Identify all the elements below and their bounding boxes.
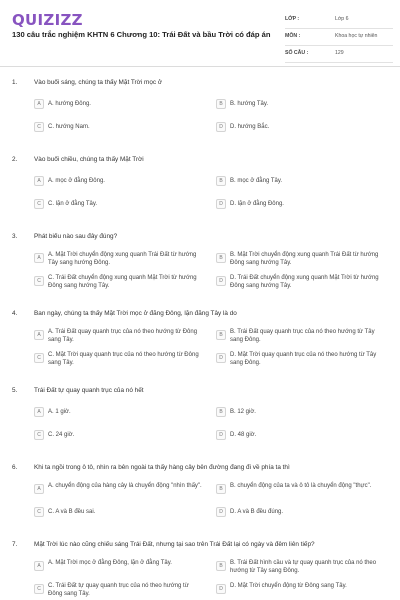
option-letter-badge: D	[216, 276, 226, 286]
answer-options	[34, 248, 390, 294]
option-text: B. mọc ở đằng Tây.	[230, 178, 283, 184]
option-letter-badge: A	[34, 176, 44, 186]
option-letter-badge: B	[216, 407, 226, 417]
meta-row-grade	[285, 13, 393, 29]
answer-options	[34, 402, 390, 448]
option-letter-badge: C	[34, 507, 44, 517]
option-letter-badge: B	[216, 176, 226, 186]
options-row	[34, 479, 390, 500]
option-text: B. hướng Tây.	[230, 101, 269, 107]
options-row	[34, 171, 390, 192]
answer-option-a[interactable]	[34, 325, 204, 346]
option-text: D. 48 giờ.	[230, 432, 257, 438]
option-text: C. hướng Nam.	[48, 124, 90, 130]
options-row	[34, 117, 390, 138]
answer-option-d[interactable]	[216, 425, 386, 446]
option-letter-badge: B	[216, 561, 226, 571]
answer-options	[34, 171, 390, 217]
question-number: 2.	[12, 156, 18, 163]
answer-option-b[interactable]	[216, 248, 386, 269]
option-letter-badge: A	[34, 484, 44, 494]
answer-option-d[interactable]	[216, 194, 386, 215]
question-2	[0, 149, 400, 226]
answer-options	[34, 556, 390, 600]
option-text: A. Mặt Trời mọc ở đằng Đông, lặn ở đằng Tây.	[48, 560, 172, 566]
answer-option-b[interactable]	[216, 171, 386, 192]
option-text: D. hướng Bắc.	[230, 124, 270, 130]
answer-options	[34, 479, 390, 525]
worksheet-meta	[285, 13, 393, 64]
header-divider	[0, 66, 400, 67]
answer-option-a[interactable]	[34, 94, 204, 115]
option-text: A. Trái Đất quay quanh trục của nó theo hướng từ Đông sang Tây.	[48, 329, 198, 343]
option-letter-badge: B	[216, 330, 226, 340]
answer-option-b[interactable]	[216, 94, 386, 115]
option-text: C. Trái Đất chuyển động xung quanh Mặt Trời từ hướng Đông sang hướng Tây.	[48, 275, 197, 289]
question-list	[0, 72, 400, 600]
meta-label: LỚP :	[285, 16, 300, 22]
answer-option-a[interactable]	[34, 248, 204, 269]
answer-option-d[interactable]	[216, 271, 386, 292]
option-letter-badge: A	[34, 407, 44, 417]
option-letter-badge: D	[216, 353, 226, 363]
question-text: Khi ta ngồi trong ô tô, nhìn ra bên ngoài ta thấy hàng cây bên đường đang đi về phía ta thì	[34, 464, 290, 471]
question-text: Phát biểu nào sau đây đúng?	[34, 233, 118, 240]
option-letter-badge: A	[34, 561, 44, 571]
option-letter-badge: C	[34, 353, 44, 363]
answer-option-c[interactable]	[34, 271, 204, 292]
option-text: C. 24 giờ.	[48, 432, 75, 438]
question-number: 3.	[12, 233, 18, 240]
option-letter-badge: C	[34, 276, 44, 286]
option-text: A. Mặt Trời chuyển động xung quanh Trái Đất từ hướng Tây sang hướng Đông.	[48, 252, 197, 266]
option-letter-badge: B	[216, 253, 226, 263]
option-letter-badge: A	[34, 330, 44, 340]
answer-option-c[interactable]	[34, 579, 204, 600]
meta-value: Lớp 6	[335, 16, 349, 22]
answer-option-a[interactable]	[34, 402, 204, 423]
answer-option-a[interactable]	[34, 171, 204, 192]
options-row	[34, 579, 390, 600]
option-letter-badge: D	[216, 122, 226, 132]
meta-label: MÔN :	[285, 33, 301, 39]
question-4	[0, 303, 400, 380]
option-letter-badge: D	[216, 507, 226, 517]
option-text: C. Mặt Trời quay quanh trục của nó theo hướng từ Đông sang Tây.	[48, 352, 199, 366]
meta-value: Khoa học tự nhiên	[335, 33, 378, 39]
question-text: Vào buổi chiều, chúng ta thấy Mặt Trời	[34, 156, 144, 163]
options-row	[34, 194, 390, 215]
meta-row-question-count	[285, 47, 393, 63]
meta-value: 129	[335, 50, 344, 56]
question-text: Ban ngày, chúng ta thấy Mặt Trời mọc ở đằng Đông, lặn đằng Tây là do	[34, 310, 237, 317]
option-letter-badge: C	[34, 199, 44, 209]
options-row	[34, 248, 390, 269]
option-text: D. lặn ở đằng Đông.	[230, 201, 284, 207]
option-text: D. A và B đều đúng.	[230, 509, 284, 515]
options-row	[34, 502, 390, 523]
answer-option-d[interactable]	[216, 348, 386, 369]
options-row	[34, 348, 390, 369]
option-text: A. chuyển động của hàng cây là chuyển động "nhìn thấy".	[48, 483, 202, 489]
question-text: Mặt Trời lúc nào cũng chiếu sáng Trái Đất, nhưng tại sao trên Trái Đất lại có ngày và đêm liên tiếp?	[34, 541, 315, 548]
option-letter-badge: A	[34, 253, 44, 263]
answer-options	[34, 325, 390, 371]
option-text: D. Mặt Trời quay quanh trục của nó theo hướng từ Tây sang Đông.	[230, 352, 377, 366]
worksheet-title: 130 câu trắc nghiệm KHTN 6 Chương 10: Trái Đất và bầu Trời có đáp án	[12, 30, 271, 39]
question-3	[0, 226, 400, 303]
option-letter-badge: B	[216, 99, 226, 109]
option-text: B. Mặt Trời chuyển động xung quanh Trái Đất từ hướng Đông sang hướng Tây.	[230, 252, 379, 266]
option-letter-badge: C	[34, 122, 44, 132]
answer-option-a[interactable]	[34, 479, 204, 500]
option-letter-badge: C	[34, 584, 44, 594]
answer-options	[34, 94, 390, 140]
worksheet-header	[0, 0, 400, 62]
question-number: 7.	[12, 541, 18, 548]
options-row	[34, 325, 390, 346]
option-letter-badge: C	[34, 430, 44, 440]
option-text: C. Trái Đất tự quay quanh trục của nó theo hướng từ Đông sang Tây.	[48, 583, 189, 597]
question-number: 5.	[12, 387, 18, 394]
question-7	[0, 534, 400, 600]
question-number: 1.	[12, 79, 18, 86]
option-text: A. mọc ở đằng Đông.	[48, 178, 105, 184]
options-row	[34, 271, 390, 292]
option-text: B. Trái Đất hình cầu và tự quay quanh trục của nó theo hướng từ Tây sang Đông.	[230, 560, 377, 574]
answer-option-c[interactable]	[34, 425, 204, 446]
option-text: B. Trái Đất quay quanh trục của nó theo hướng từ Tây sang Đông.	[230, 329, 375, 343]
question-5	[0, 380, 400, 457]
answer-option-c[interactable]	[34, 502, 204, 523]
option-text: B. 12 giờ.	[230, 409, 256, 415]
question-1	[0, 72, 400, 149]
option-text: B. chuyển động của ta và ô tô là chuyển động "thực".	[230, 483, 372, 489]
question-number: 4.	[12, 310, 18, 317]
option-text: D. Mặt Trời chuyển động từ Đông sang Tây.	[230, 583, 347, 589]
answer-option-b[interactable]	[216, 479, 386, 500]
option-text: C. lặn ở đằng Tây.	[48, 201, 98, 207]
question-6	[0, 457, 400, 534]
answer-option-a[interactable]	[34, 556, 204, 577]
question-number: 6.	[12, 464, 18, 471]
answer-option-d[interactable]	[216, 117, 386, 138]
answer-option-d[interactable]	[216, 502, 386, 523]
answer-option-d[interactable]	[216, 579, 386, 600]
options-row	[34, 94, 390, 115]
option-letter-badge: D	[216, 430, 226, 440]
option-text: C. A và B đều sai.	[48, 509, 96, 515]
question-text: Trái Đất tự quay quanh trục của nó hết	[34, 387, 144, 394]
answer-option-b[interactable]	[216, 325, 386, 346]
option-text: A. 1 giờ.	[48, 409, 71, 415]
quizizz-logo: QUIZIZZ	[12, 11, 83, 29]
option-letter-badge: A	[34, 99, 44, 109]
answer-option-c[interactable]	[34, 194, 204, 215]
options-row	[34, 556, 390, 577]
option-letter-badge: B	[216, 484, 226, 494]
meta-label: SỐ CÂU :	[285, 50, 309, 56]
options-row	[34, 425, 390, 446]
meta-row-subject	[285, 30, 393, 46]
option-letter-badge: D	[216, 584, 226, 594]
answer-option-b[interactable]	[216, 556, 386, 577]
answer-option-c[interactable]	[34, 348, 204, 369]
option-letter-badge: D	[216, 199, 226, 209]
options-row	[34, 402, 390, 423]
answer-option-b[interactable]	[216, 402, 386, 423]
answer-option-c[interactable]	[34, 117, 204, 138]
question-text: Vào buổi sáng, chúng ta thấy Mặt Trời mọc ở	[34, 79, 163, 86]
option-text: A. hướng Đông.	[48, 101, 91, 107]
option-text: D. Trái Đất chuyển động xung quanh Mặt Trời từ hướng Đông sang hướng Tây.	[230, 275, 379, 289]
